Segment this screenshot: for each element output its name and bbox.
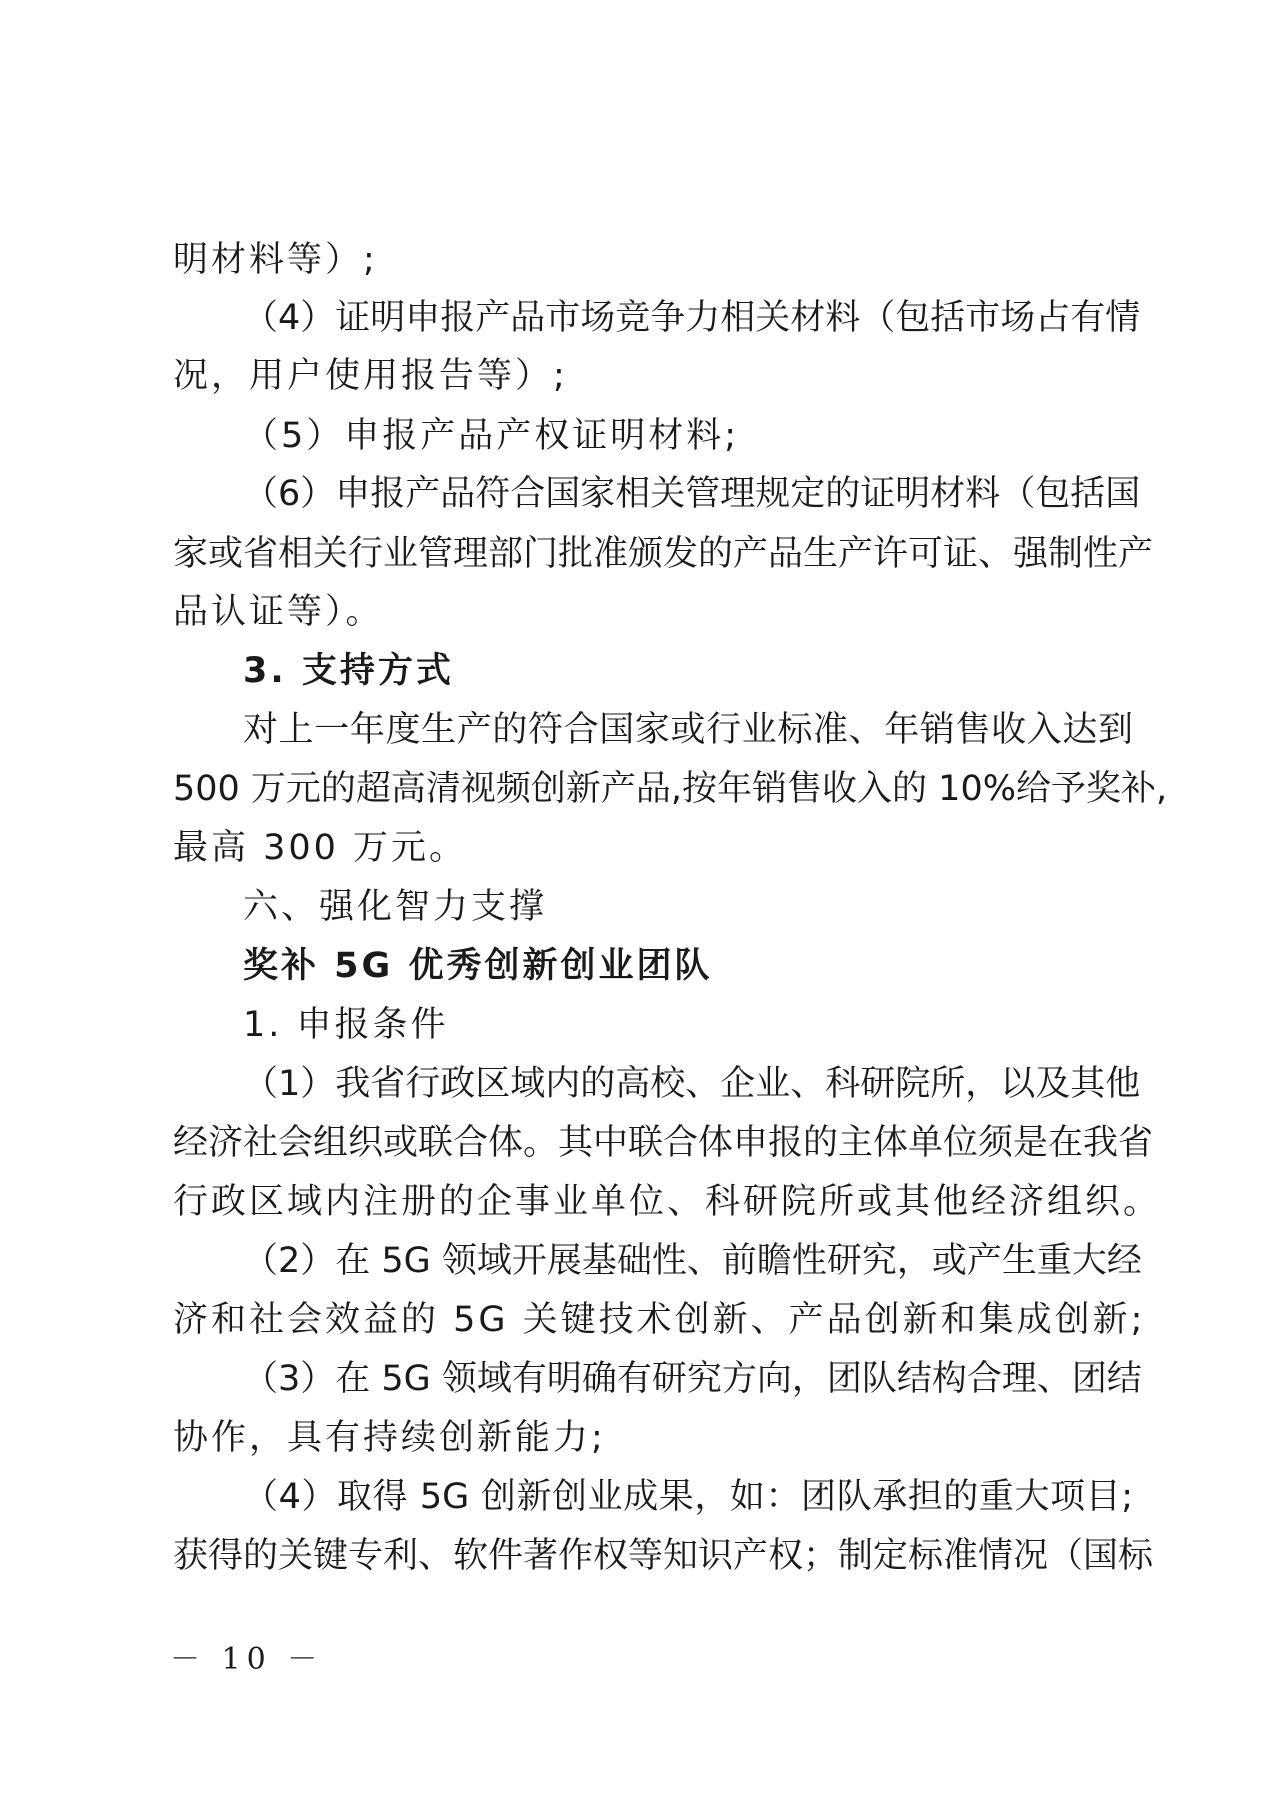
chapter-heading: 六、强化智力支撑 — [243, 887, 548, 927]
text-line: （3）在 5G 领域有明确有研究方向，团队结构合理、团结 — [243, 1359, 1142, 1399]
text-line: （1）我省行政区域内的高校、企业、科研院所，以及其他 — [243, 1064, 1141, 1104]
text-line: （5）申报产品产权证明材料; — [243, 416, 740, 456]
text-line: 最高 300 万元。 — [173, 828, 468, 868]
text-line: 品认证等）。 — [173, 592, 384, 632]
text-line: 行政区域内注册的企事业单位、科研院所或其他经济组织。 — [173, 1182, 1162, 1222]
text-line: 获得的关键专利、软件著作权等知识产权；制定标准情况（国标 — [173, 1536, 1154, 1576]
text-line: （4）取得 5G 创新创业成果，如：团队承担的重大项目; — [243, 1477, 1133, 1517]
text-line: （6）申报产品符合国家相关管理规定的证明材料（包括国 — [243, 474, 1141, 514]
text-line: 经济社会组织或联合体。其中联合体申报的主体单位须是在我省 — [173, 1123, 1154, 1163]
page-number: － 10 － — [170, 1642, 324, 1677]
text-line: 况，用户使用报告等）; — [173, 356, 568, 396]
section-heading: 奖补 5G 优秀创新创业团队 — [243, 946, 713, 986]
text-line: 协作，具有持续创新能力; — [173, 1418, 606, 1458]
subsection-heading: 1. 申报条件 — [243, 1005, 449, 1045]
text-line: 对上一年度生产的符合国家或行业标准、年销售收入达到 — [243, 710, 1133, 750]
text-line: 家或省相关行业管理部门批准颁发的产品生产许可证、强制性产 — [173, 534, 1154, 574]
text-line: （4）证明申报产品市场竞争力相关材料（包括市场占有情 — [243, 298, 1141, 338]
text-line: 500 万元的超高清视频创新产品,按年销售收入的 10%给予奖补, — [173, 769, 1168, 809]
text-line: （2）在 5G 领域开展基础性、前瞻性研究，或产生重大经 — [243, 1241, 1142, 1281]
section-heading: 3. 支持方式 — [243, 651, 454, 691]
text-line: 济和社会效益的 5G 关键技术创新、产品创新和集成创新; — [173, 1300, 1146, 1340]
text-line: 明材料等）; — [173, 240, 378, 280]
